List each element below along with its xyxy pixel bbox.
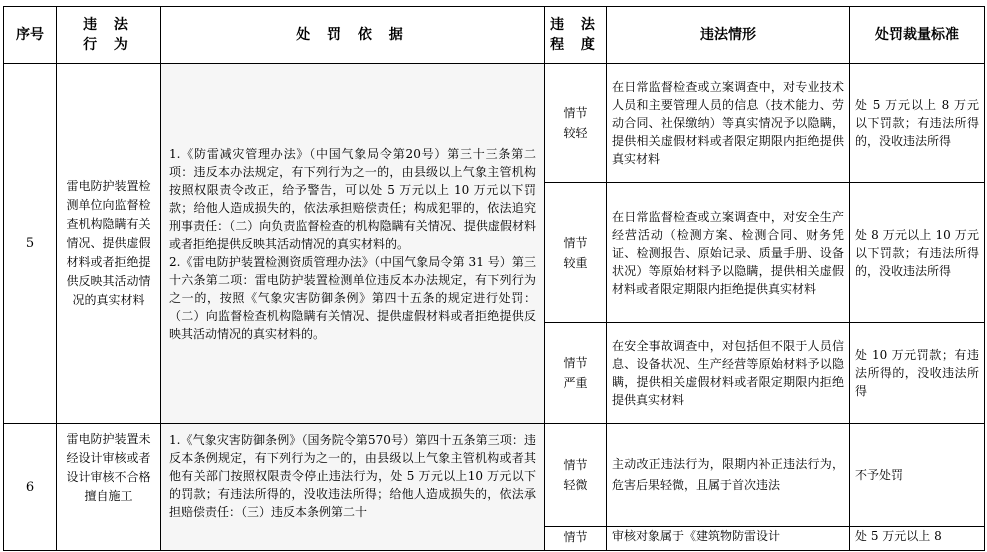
row-seq-cell: [4, 64, 57, 424]
standard-text: 处 10 万元罚款；有违法所得的，没收违法所得: [855, 348, 979, 398]
violation-cell: [57, 64, 161, 424]
header-degree: 违 法 程 度: [545, 7, 607, 64]
degree-label: 情节 较轻: [563, 106, 588, 140]
situation-text: 主动改正违法行为，限期内补正违法行为，危害后果轻微，且属于首次违法: [612, 456, 844, 492]
standard-cell: [850, 424, 985, 527]
situation-text: 在日常监督检查或立案调查中，对专业技术人员和主要管理人员的信息（技术能力、劳动合同、社保缴纳）等真实情况予以隐瞒，提供相关虚假材料或者限定期限内拒绝提供真实材料: [612, 80, 844, 166]
situation-text: 在安全事故调查中，对包括但不限于人员信息、设备状况、生产经营等原始材料予以隐瞒，提供相关虚假材料或者限定期限内拒绝提供真实材料: [612, 339, 844, 407]
basis-cell: [161, 424, 545, 551]
standard-cell: [850, 526, 985, 550]
degree-cell: [545, 183, 607, 323]
degree-cell: [545, 526, 607, 550]
header-standard: 处罚裁量标准: [850, 7, 985, 64]
standard-text: 处 8 万元以上 10 万元以下罚款；有违法所得的，没收违法所得: [855, 227, 979, 278]
situation-cell: [607, 424, 850, 527]
header-basis: 处 罚 依 据: [161, 7, 545, 64]
situation-cell: [607, 526, 850, 550]
standard-text: 处 5 万元以上 8 万元以下罚款；有违法所得的，没收违法所得: [855, 98, 979, 148]
situation-text: 在日常监督检查或立案调查中，对安全生产经营活动（检测方案、检测合同、财务凭证、检测报告、原始记录、质量手册、设备状况）等原始材料予以隐瞒，提供相关虚假材料或者限定期限内拒绝提供真实材料: [612, 209, 844, 296]
violation-act: 雷电防护装置检测单位向监督检查机构隐瞒有关情况、提供虚假材料或者拒绝提供反映其活动情况的真实材料: [66, 179, 151, 307]
degree-label: 情节: [563, 530, 588, 545]
situation-text: 审核对象属于《建筑物防雷设计: [612, 529, 781, 544]
degree-label: 情节 严重: [563, 356, 588, 390]
penalty-basis: 1.《防雷减灾管理办法》（中国气象局令第20号）第三十三条第二项：违反本办法规定，有下列行为之一的，由县级以上气象主管机构按照权限责令改正，给予警告，可以处 5 万元以上 10 万元以下罚款；给他人造成损失的，依法承担赔偿责任；构成犯罪的，依法追究刑事责任：（二）向负责监督检查的机构隐瞒有关情况、提供虚假材料或者拒绝提供反映其活动情况的真实材料的。 2.《雷电防护装置检测资质管理办法》（中国气象局令第 31 号）第三十六条第二项：雷电防护装置检测单位违反本办法规定，有下列行为之一的，按照《气象灾害防御条例》第四十五条的规定进行处罚：（二）向监督检查机构隐瞒有关情况、提供虚假材料或者拒绝提供反映其活动情况的真实材料的。: [169, 146, 536, 341]
violation-act: 雷电防护装置未经设计审核或者设计审核不合格擅自施工: [66, 432, 151, 503]
header-seq: 序号: [4, 7, 57, 64]
header-situation: 违法情形: [607, 7, 850, 64]
degree-label: 情节 轻微: [563, 457, 588, 492]
table-row: [4, 424, 985, 527]
situation-cell: [607, 64, 850, 183]
basis-cell: [161, 64, 545, 424]
situation-cell: [607, 183, 850, 323]
penalty-basis: 1.《气象灾害防御条例》（国务院令第570号）第四十五条第三项：违反本条例规定，有下列行为之一的，由县级以上气象主管机构或者其他有关部门按照权限责令停止违法行为，处 5 万元以上10 万元以下的罚款；有违法所得的，没收违法所得；给他人造成损失的，依法承担赔偿责任：（三）违反本条例第二十: [169, 433, 536, 519]
standard-text: 处 5 万元以上 8: [855, 529, 942, 544]
standard-text: 不予处罚: [855, 467, 904, 482]
header-act: 违 法 行 为: [57, 7, 161, 64]
degree-cell: [545, 64, 607, 183]
row-seq: 6: [25, 479, 35, 495]
standard-cell: [850, 183, 985, 323]
standard-cell: [850, 323, 985, 424]
situation-cell: [607, 323, 850, 424]
violation-cell: [57, 424, 161, 551]
degree-label: 情节 较重: [563, 235, 588, 270]
header-row: [4, 7, 985, 64]
table-row: [4, 64, 985, 183]
standard-cell: [850, 64, 985, 183]
degree-cell: [545, 424, 607, 527]
degree-cell: [545, 323, 607, 424]
penalty-table: [3, 6, 985, 551]
row-seq: 5: [25, 236, 35, 251]
row-seq-cell: [4, 424, 57, 551]
